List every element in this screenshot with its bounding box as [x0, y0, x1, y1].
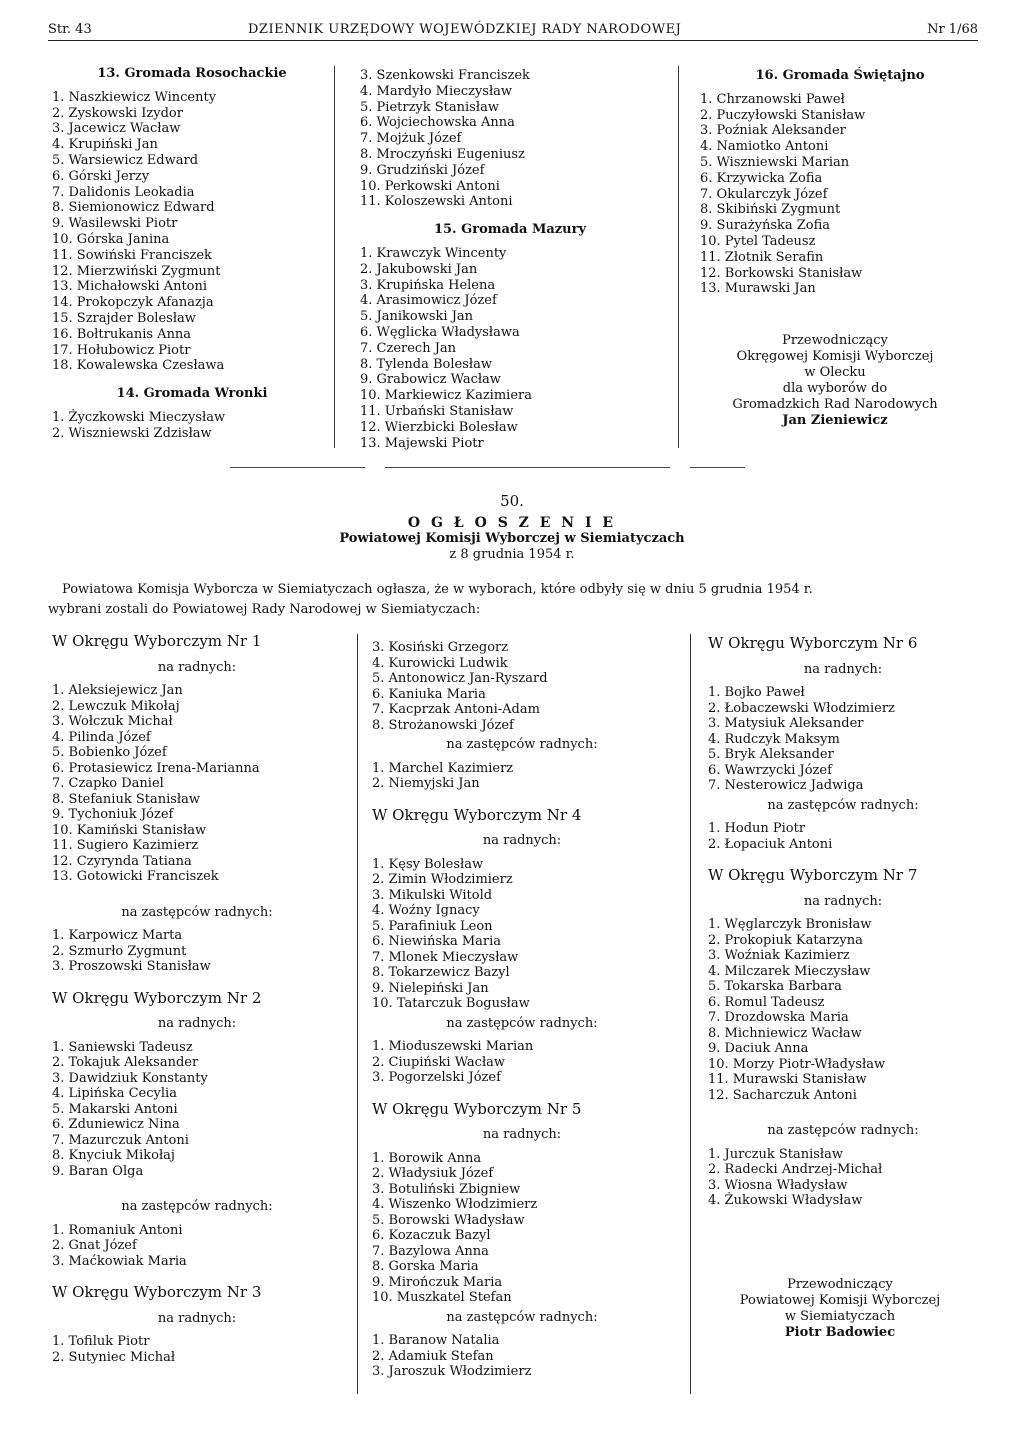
section-label: na zastępców radnych: — [767, 797, 919, 813]
list-item: 3. Mikulski Witold — [372, 887, 493, 903]
list-item: 1. Bojko Paweł — [708, 685, 805, 700]
list-item: 4. Krupiński Jan — [52, 137, 158, 153]
list-item: 5. Borowski Władysław — [372, 1212, 525, 1228]
list-item: 2. Szmurło Zygmunt — [52, 943, 187, 959]
list-item: 9. Nielepiński Jan — [372, 980, 489, 996]
list-item: 3. Dawidziuk Konstanty — [52, 1070, 208, 1086]
gromada-heading: 16. Gromada Świętajno — [755, 68, 925, 83]
list-item: 6. Krzywicka Zofia — [700, 170, 823, 186]
column-divider — [690, 634, 691, 1394]
list-item: 1. Jurczuk Stanisław — [708, 1146, 844, 1162]
list-item: 4. Rudczyk Maksym — [708, 731, 840, 747]
list-item: 2. Łopaciuk Antoni — [708, 836, 833, 852]
list-item: 2. Prokopiuk Katarzyna — [708, 932, 863, 948]
list-item: 4. Woźny Ignacy — [372, 903, 480, 918]
list-item: 11. Koloszewski Antoni — [360, 194, 513, 210]
column-divider — [678, 66, 679, 448]
list-item: 9. Wasilewski Piotr — [52, 216, 178, 232]
journal-title: DZIENNIK URZĘDOWY WOJEWÓDZKIEJ RADY NARODOWEJ — [248, 22, 682, 37]
announcement-date: z 8 grudnia 1954 r. — [449, 547, 575, 562]
list-item: 1. Hodun Piotr — [708, 821, 806, 836]
list-item: 3. Jaroszuk Włodzimierz — [372, 1364, 532, 1379]
signature-line: Przewodniczący — [782, 333, 888, 348]
district-heading: W Okręgu Wyborczym Nr 4 — [372, 805, 582, 824]
list-item: 8. Gorska Maria — [372, 1259, 479, 1274]
list-item: 8. Knyciuk Mikołaj — [52, 1148, 175, 1163]
signature-line: w Siemiatyczach — [784, 1309, 896, 1324]
list-item: 9. Grudziński Józef — [360, 162, 485, 178]
list-item: 7. Drozdowska Maria — [708, 1010, 849, 1025]
list-item: 6. Romul Tadeusz — [708, 994, 825, 1010]
section-label: na radnych: — [157, 659, 237, 675]
list-item: 8. Tylenda Bolesław — [360, 356, 492, 372]
section-label: na zastępców radnych: — [446, 737, 598, 752]
signature-line: Gromadzkich Rad Narodowych — [732, 397, 938, 412]
list-item: 8. Michniewicz Wacław — [708, 1025, 862, 1041]
list-item: 3. Woźniak Kazimierz — [708, 948, 850, 963]
list-item: 6. Protasiewicz Irena-Marianna — [52, 760, 260, 776]
list-item: 7. Nesterowicz Jadwiga — [708, 778, 864, 793]
list-item: 6. Zduniewicz Nina — [52, 1117, 180, 1132]
district-heading: W Okręgu Wyborczym Nr 6 — [708, 634, 918, 652]
list-item: 7. Dalidonis Leokadia — [52, 184, 195, 200]
list-item: 7. Mlonek Mieczysław — [372, 949, 519, 965]
list-item: 7. Mojżuk Józef — [360, 131, 462, 147]
issue-number: Nr 1/68 — [927, 22, 978, 37]
list-item: 5. Janikowski Jan — [360, 309, 474, 325]
list-item: 12. Borkowski Stanisław — [700, 265, 863, 281]
list-item: 4. Kurowicki Ludwik — [372, 655, 508, 671]
list-item: 2. Puczyłowski Stanisław — [700, 107, 866, 123]
list-item: 11. Murawski Stanisław — [708, 1072, 867, 1087]
list-item: 13. Michałowski Antoni — [52, 279, 208, 295]
list-item: 5. Warsiewicz Edward — [52, 152, 199, 168]
list-item: 11. Sugiero Kazimierz — [52, 838, 199, 853]
top-signature — [690, 333, 980, 429]
list-item: 7. Czapko Daniel — [52, 776, 164, 791]
signature-line: w Olecku — [804, 365, 866, 380]
list-item: 1. Życzkowski Mieczysław — [52, 409, 226, 425]
list-item: 2. Ciupiński Wacław — [372, 1054, 506, 1070]
list-item: 6. Wawrzycki Józef — [708, 762, 832, 778]
announcement-number: 50. — [500, 492, 524, 510]
list-item: 2. Lewczuk Mikołaj — [52, 698, 180, 714]
list-item: 3. Wołczuk Michał — [52, 714, 173, 729]
section-label: na zastępców radnych: — [446, 1309, 598, 1325]
list-item: 8. Skibiński Zygmunt — [700, 202, 841, 218]
list-item: 12. Wierzbicki Bolesław — [360, 419, 518, 435]
list-item: 1. Karpowicz Marta — [52, 928, 183, 943]
list-item: 1. Krawczyk Wincenty — [360, 245, 507, 261]
section-label: na zastępców radnych: — [121, 1199, 273, 1214]
list-item: 10. Pytel Tadeusz — [700, 233, 816, 249]
list-item: 12. Mierzwiński Zygmunt — [52, 263, 221, 279]
list-item: 10. Morzy Piotr-Władysław — [708, 1056, 886, 1072]
signature-line: Okręgowej Komisji Wyborczej — [736, 349, 934, 364]
section-label: na radnych: — [157, 1310, 237, 1326]
list-item: 4. Namiotko Antoni — [700, 139, 829, 155]
list-item: 5. Wiszniewski Marian — [700, 154, 850, 170]
section-label: na radnych: — [482, 833, 562, 848]
list-item: 3. Wiosna Władysław — [708, 1177, 848, 1193]
list-item: 3. Proszowski Stanisław — [52, 959, 211, 974]
list-item: 1. Mioduszewski Marian — [372, 1039, 534, 1054]
list-item: 10. Perkowski Antoni — [360, 178, 500, 194]
district-heading: W Okręgu Wyborczym Nr 3 — [52, 1283, 262, 1301]
list-item: 13. Gotowicki Franciszek — [52, 869, 219, 884]
list-item: 3. Matysiuk Aleksander — [708, 716, 864, 731]
spacer — [52, 885, 342, 901]
list-item: 5. Bobienko Józef — [52, 745, 167, 760]
announcement-title: O G Ł O S Z E N I E — [407, 515, 617, 531]
list-item: 1. Borowik Anna — [372, 1150, 482, 1166]
list-item: 5. Bryk Aleksander — [708, 747, 834, 762]
spacer — [52, 1179, 342, 1195]
top-column-1 — [52, 66, 332, 442]
list-item: 4. Mardyło Mieczysław — [360, 83, 513, 99]
top-column-2 — [360, 68, 660, 451]
bottom-column-3 — [708, 636, 978, 1209]
list-item: 3. Szenkowski Franciszek — [360, 68, 530, 83]
district-heading: W Okręgu Wyborczym Nr 2 — [52, 988, 262, 1007]
list-item: 13. Majewski Piotr — [360, 435, 484, 451]
list-item: 8. Stefaniuk Stanisław — [52, 791, 201, 807]
signature-line: dla wyborów do — [782, 381, 888, 396]
list-item: 1. Węglarczyk Bronisław — [708, 917, 872, 932]
list-item: 1. Kęsy Bolesław — [372, 856, 484, 872]
list-item: 4. Milczarek Mieczysław — [708, 963, 871, 979]
section-separator — [690, 467, 745, 468]
list-item: 4. Żukowski Władysław — [708, 1193, 863, 1208]
list-item: 11. Urbański Stanisław — [360, 403, 514, 419]
list-item: 3. Poźniak Aleksander — [700, 123, 846, 139]
list-item: 6. Kaniuka Maria — [372, 686, 486, 702]
list-item: 16. Bołtrukanis Anna — [52, 326, 192, 342]
section-label: na radnych: — [803, 893, 883, 909]
intro-line: Powiatowa Komisja Wyborcza w Siemiatyczach ogłasza, że w wyborach, które odbyły się w dniu 5 grudnia 1954 r. — [62, 582, 813, 597]
list-item: 2. Niemyjski Jan — [372, 776, 480, 791]
list-item: 2. Władysiuk Józef — [372, 1166, 494, 1181]
spacer — [708, 1103, 978, 1119]
section-label: na zastępców radnych: — [121, 904, 273, 920]
list-item: 2. Radecki Andrzej-Michał — [708, 1162, 883, 1177]
list-item: 2. Tokajuk Aleksander — [52, 1055, 199, 1070]
list-item: 10. Markiewicz Kazimiera — [360, 388, 532, 404]
list-item: 1. Chrzanowski Paweł — [700, 91, 845, 107]
list-item: 4. Pilinda Józef — [52, 729, 151, 745]
list-item: 6. Węglicka Władysława — [360, 324, 520, 340]
list-item: 12. Sacharczuk Antoni — [708, 1087, 857, 1103]
column-divider — [357, 634, 358, 1394]
list-item: 6. Niewińska Maria — [372, 934, 502, 949]
list-item: 5. Antonowicz Jan-Ryszard — [372, 671, 548, 686]
list-item: 7. Kacprzak Antoni-Adam — [372, 702, 540, 717]
list-item: 9. Mirończuk Maria — [372, 1274, 503, 1290]
list-item: 8. Tokarzewicz Bazyl — [372, 965, 510, 980]
list-item: 2. Gnat Józef — [52, 1238, 137, 1253]
list-item: 4. Lipińska Cecylia — [52, 1086, 177, 1101]
column-divider — [334, 66, 335, 448]
section-separator — [230, 467, 365, 468]
list-item: 2. Sutyniec Michał — [52, 1349, 176, 1365]
signature-line: Powiatowej Komisji Wyborczej — [739, 1293, 941, 1308]
list-item: 6. Wojciechowska Anna — [360, 115, 515, 131]
list-item: 11. Sowiński Franciszek — [52, 247, 212, 263]
list-item: 4. Wiszenko Włodzimierz — [372, 1197, 538, 1212]
list-item: 7. Mazurczuk Antoni — [52, 1132, 189, 1148]
district-heading: W Okręgu Wyborczym Nr 1 — [52, 632, 262, 650]
list-item: 1. Tofiluk Piotr — [52, 1334, 150, 1349]
list-item: 2. Adamiuk Stefan — [372, 1348, 494, 1364]
list-item: 9. Surażyńska Zofia — [700, 218, 831, 234]
announcement-intro — [48, 580, 978, 620]
signature-name: Piotr Badowiec — [784, 1325, 896, 1340]
list-item: 2. Łobaczewski Włodzimierz — [708, 700, 895, 716]
list-item: 2. Zimin Włodzimierz — [372, 872, 513, 887]
gromada-heading: 13. Gromada Rosochackie — [97, 66, 287, 81]
signature-name: Jan Zieniewicz — [782, 413, 888, 428]
list-item: 9. Daciuk Anna — [708, 1041, 809, 1056]
list-item: 6. Górski Jerzy — [52, 168, 150, 184]
list-item: 3. Botuliński Zbigniew — [372, 1181, 521, 1197]
section-label: na radnych: — [482, 1127, 562, 1142]
list-item: 8. Siemionowicz Edward — [52, 200, 215, 216]
list-item: 5. Makarski Antoni — [52, 1101, 178, 1117]
list-item: 7. Bazylowa Anna — [372, 1243, 489, 1259]
list-item: 9. Grabowicz Wacław — [360, 372, 501, 388]
list-item: 8. Mroczyński Eugeniusz — [360, 146, 525, 162]
list-item: 9. Tychoniuk Józef — [52, 807, 174, 822]
list-item: 2. Zyskowski Izydor — [52, 105, 183, 121]
list-item: 3. Jacewicz Wacław — [52, 121, 181, 137]
header-rule — [48, 40, 978, 41]
bottom-column-1 — [52, 634, 342, 1365]
district-heading: W Okręgu Wyborczym Nr 5 — [372, 1099, 582, 1118]
announcement-subtitle: Powiatowej Komisji Wyborczej w Siemiatyczach — [339, 531, 685, 546]
list-item: 11. Złotnik Serafin — [700, 249, 824, 265]
list-item: 2. Jakubowski Jan — [360, 261, 478, 277]
section-separator — [385, 467, 670, 468]
bottom-signature — [700, 1277, 980, 1341]
signature-line: Przewodniczący — [787, 1277, 893, 1292]
list-item: 6. Kozaczuk Bazyl — [372, 1228, 491, 1243]
list-item: 3. Maćkowiak Maria — [52, 1253, 187, 1269]
district-heading: W Okręgu Wyborczym Nr 7 — [708, 866, 918, 884]
bottom-column-2 — [372, 640, 672, 1380]
list-item: 14. Prokopczyk Afanazja — [52, 295, 214, 311]
list-item: 7. Czerech Jan — [360, 340, 457, 356]
list-item: 1. Romaniuk Antoni — [52, 1222, 183, 1238]
gromada-heading: 15. Gromada Mazury — [433, 222, 587, 238]
list-item: 10. Górska Janina — [52, 231, 170, 247]
list-item: 2. Wiszniewski Zdzisław — [52, 425, 212, 441]
list-item: 3. Pogorzelski Józef — [372, 1070, 501, 1085]
list-item: 5. Parafiniuk Leon — [372, 918, 493, 934]
top-column-3 — [700, 68, 980, 297]
section-label: na zastępców radnych: — [767, 1123, 919, 1138]
section-label: na radnych: — [803, 661, 883, 677]
list-item: 18. Kowalewska Czesława — [52, 358, 225, 374]
list-item: 7. Okularczyk Józef — [700, 186, 828, 202]
list-item: 9. Baran Olga — [52, 1163, 144, 1179]
list-item: 4. Arasimowicz Józef — [360, 293, 497, 309]
list-item: 12. Czyrynda Tatiana — [52, 853, 192, 869]
list-item: 17. Hołubowicz Piotr — [52, 342, 191, 358]
list-item: 1. Aleksiejewicz Jan — [52, 683, 183, 698]
list-item: 1. Saniewski Tadeusz — [52, 1039, 193, 1055]
list-item: 5. Pietrzyk Stanisław — [360, 99, 499, 115]
list-item: 8. Strożanowski Józef — [372, 717, 514, 733]
list-item: 1. Marchel Kazimierz — [372, 760, 514, 776]
intro-line: wybrani zostali do Powiatowej Rady Narodowej w Siemiatyczach: — [48, 602, 481, 617]
list-item: 15. Szrajder Bolesław — [52, 310, 196, 326]
section-label: na zastępców radnych: — [446, 1015, 598, 1031]
list-item: 10. Kamiński Stanisław — [52, 822, 207, 838]
list-item: 1. Naszkiewicz Wincenty — [52, 89, 217, 105]
section-label: na radnych: — [157, 1016, 237, 1031]
list-item: 1. Baranow Natalia — [372, 1333, 500, 1348]
list-item: 13. Murawski Jan — [700, 281, 816, 297]
list-item: 10. Tatarczuk Bogusław — [372, 996, 530, 1011]
gromada-heading: 14. Gromada Wronki — [116, 386, 268, 402]
list-item: 5. Tokarska Barbara — [708, 979, 842, 994]
list-item: 3. Krupińska Helena — [360, 277, 496, 293]
list-item: 3. Kosiński Grzegorz — [372, 640, 509, 655]
page-number: Str. 43 — [48, 22, 92, 37]
list-item: 10. Muszkatel Stefan — [372, 1290, 512, 1305]
announcement-heading — [0, 493, 1024, 563]
